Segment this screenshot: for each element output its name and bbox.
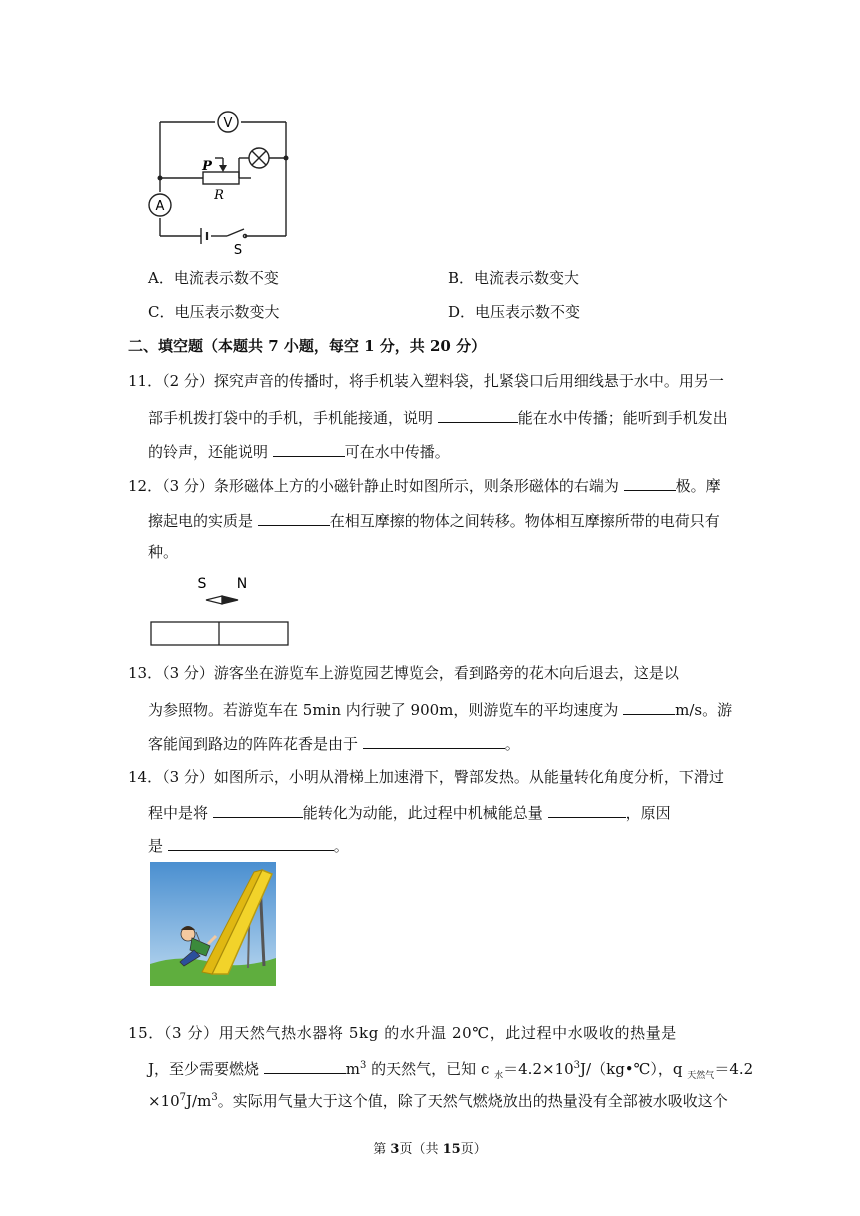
compass-needle-s: [206, 596, 222, 604]
needle-s-label: S: [197, 576, 207, 592]
q12-line-3: 种。: [148, 543, 179, 561]
page-footer: 第 3页（共 15页）: [373, 1142, 487, 1157]
q12-line-2: 擦起电的实质是 在相互摩擦的物体之间转移。物体相互摩擦所带的电荷只有: [148, 509, 720, 531]
slider-label: P: [202, 159, 212, 174]
ammeter-label: A: [155, 199, 165, 214]
q11-line-1: 11．（2 分）探究声音的传播时，将手机装入塑料袋，扎紧袋口后用细线悬于水中。用另一: [128, 372, 724, 390]
resistor-label: R: [214, 188, 224, 203]
page-total: 15: [442, 1142, 461, 1157]
answer-blank[interactable]: [258, 509, 330, 526]
q15-line-1: 15．（3 分）用天然气热水器将 5kg 的水升温 20℃，此过程中水吸收的热量是: [128, 1024, 677, 1042]
answer-blank[interactable]: [213, 801, 303, 818]
answer-blank[interactable]: [264, 1057, 346, 1074]
q14-line-2: 程中是将 能转化为动能，此过程中机械能总量 ，原因: [148, 801, 671, 823]
answer-blank[interactable]: [168, 834, 334, 851]
q11-line-3: 的铃声，还能说明 可在水中传播。: [148, 440, 450, 462]
q15-line-2: J，至少需要燃烧 $m^3$ 的天然气，已知 c $_水=4.2\times 10^3J/(kg•℃)$，q $_{天然气}$＝4.2: [148, 1057, 753, 1079]
q13-line-3: 客能闻到路边的阵阵花香是由于 。: [148, 732, 520, 754]
q14-line-3: 是 。: [148, 834, 349, 856]
q11-line-2: 部手机拨打袋中的手机，手机能接通，说明 能在水中传播；能听到手机发出: [148, 406, 728, 428]
q15-line-3: $\times 10^7J/m^3$。实际用气量大于这个值，除了天然气燃烧放出的热量没有全部被水吸收这个: [148, 1092, 728, 1110]
slide-illustration: [150, 862, 276, 986]
answer-blank[interactable]: [624, 474, 676, 491]
q13-line-1: 13．（3 分）游客坐在游览车上游览园艺博览会，看到路旁的花木向后退去，这是以: [128, 664, 679, 682]
compass-needle-n: [222, 596, 238, 604]
needle-n-label: N: [236, 576, 248, 592]
q14-line-1: 14．（3 分）如图所示，小明从滑梯上加速滑下，臀部发热。从能量转化角度分析，下滑过: [128, 768, 724, 786]
option-c: C．电压表示数变大: [148, 303, 280, 321]
q13-line-2: 为参照物。若游览车在 5min 内行驶了 900m，则游览车的平均速度为 m/s。游: [148, 698, 732, 720]
section-title: 二、填空题（本题共 7 小题，每空 1 分，共 20 分）: [128, 337, 487, 355]
option-d: D．电压表示数不变: [448, 303, 581, 321]
answer-blank[interactable]: [438, 406, 518, 423]
circuit-diagram: [145, 108, 295, 258]
switch-label: S: [233, 243, 243, 258]
page-number: 3: [390, 1142, 400, 1157]
option-b: B．电流表示数变大: [448, 269, 580, 287]
answer-blank[interactable]: [273, 440, 345, 457]
answer-blank[interactable]: [548, 801, 626, 818]
magnet-figure: [148, 572, 294, 648]
option-a: A．电流表示数不变: [148, 269, 279, 287]
answer-blank[interactable]: [623, 698, 675, 715]
voltmeter-label: V: [223, 116, 233, 131]
q12-line-1: 12．（3 分）条形磁体上方的小磁针静止时如图所示，则条形磁体的右端为 极。摩: [128, 474, 721, 496]
answer-blank[interactable]: [363, 732, 505, 749]
